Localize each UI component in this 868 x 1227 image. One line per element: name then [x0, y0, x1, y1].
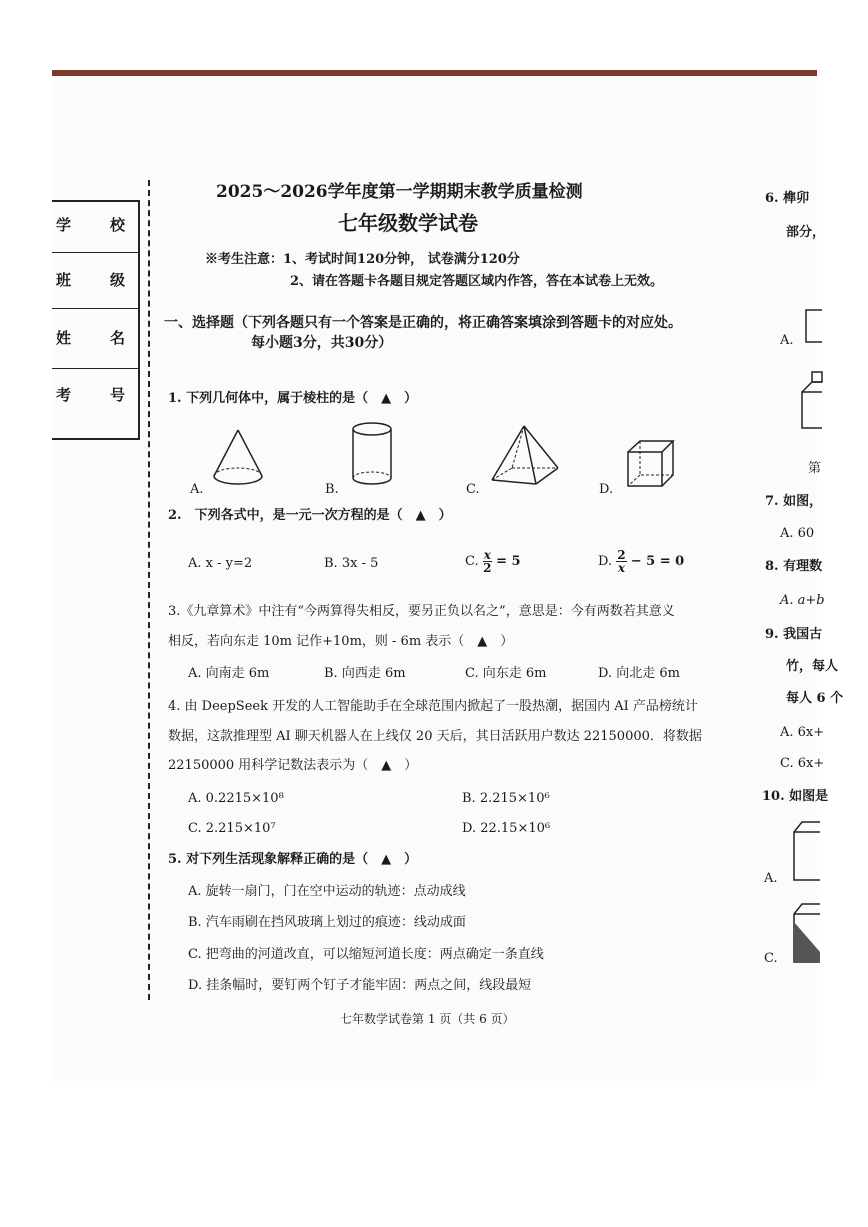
cube-figure: [624, 438, 676, 490]
notice-line-1: ※考生注意：1、考试时间120分钟， 试卷满分120分: [205, 252, 520, 267]
q5-option-b: B. 汽车雨刷在挡风玻璃上划过的痕迹：线动成面: [188, 915, 466, 930]
q8-option-a: A. a+b: [780, 593, 825, 608]
question-3-stem-line1: 3.《九章算术》中注有“今两算得失相反，要另正负以名之”，意思是：今有两数若其意义: [168, 604, 675, 619]
section-heading-points: 每小题3分，共30分）: [251, 335, 393, 351]
q2-option-c-label: C.: [465, 554, 479, 569]
q9-stem-fragment: 9. 我国古: [765, 627, 823, 642]
question-4-stem-line3: 22150000 用科学记数法表示为（ ▲ ）: [168, 758, 418, 773]
q3-option-c: C. 向东走 6m: [465, 666, 547, 681]
q2-option-b: B. 3x - 5: [324, 556, 379, 571]
question-3-stem-line2: 相反，若向东走 10m 记作+10m，则 - 6m 表示（ ▲ ）: [168, 634, 514, 649]
next-page-column: [762, 180, 844, 1000]
q5-option-d: D. 挂条幅时，要钉两个钉子才能牢固：两点之间，线段最短: [188, 978, 532, 993]
q6-stem-fragment: 6. 榫卯: [765, 191, 810, 206]
class-label: 班 级: [56, 271, 138, 289]
q6-figure-caption: 第: [808, 461, 822, 476]
q2-d-denominator: x: [617, 561, 625, 575]
q6-figure: [800, 370, 822, 434]
q2-option-d-rest: − 5 = 0: [630, 554, 685, 569]
name-label: 姓 名: [56, 329, 138, 347]
q4-option-c: C. 2.215×10⁷: [188, 821, 276, 836]
q2-option-d-label: D.: [598, 554, 613, 569]
exam-title: 2025～2026学年度第一学期期末教学质量检测: [216, 182, 583, 202]
school-label: 学 校: [56, 216, 138, 234]
q10-figure-a: [792, 820, 820, 884]
question-5-stem: 5. 对下列生活现象解释正确的是（ ▲ ）: [168, 852, 418, 867]
pyramid-figure: [488, 424, 562, 488]
notice-line-2: 2、请在答题卡各题目规定答题区域内作答，答在本试卷上无效。: [290, 274, 664, 289]
q6-stem-fragment-2: 部分，: [786, 225, 826, 240]
q10-option-c: C.: [764, 951, 778, 966]
q8-stem-fragment: 8. 有理数: [765, 559, 823, 574]
student-info-box: [52, 200, 140, 440]
q1-option-b: B.: [325, 482, 339, 497]
q4-option-d: D. 22.15×10⁶: [462, 821, 551, 836]
q2-c-numerator: x: [483, 548, 491, 562]
page-footer: 七年数学试卷第 1 页（共 6 页）: [340, 1012, 515, 1026]
q4-option-b: B. 2.215×10⁶: [462, 791, 550, 806]
cone-figure: [210, 428, 266, 488]
q2-option-c-fraction: [483, 549, 492, 574]
q3-option-b: B. 向西走 6m: [324, 666, 406, 681]
q10-option-a: A.: [764, 871, 778, 886]
question-4-stem-line2: 数据，这款推理型 AI 聊天机器人在上线仅 20 天后，其日活跃用户数达 22150000．将数据: [168, 729, 702, 744]
q9-stem-line3: 每人 6 个: [786, 691, 844, 706]
question-1-stem: 1. 下列几何体中，属于棱柱的是（ ▲ ）: [168, 391, 418, 406]
q4-option-a: A. 0.2215×10⁸: [188, 791, 284, 806]
q6-option-a: A.: [780, 333, 794, 348]
section-heading: 一、选择题（下列各题只有一个答案是正确的，将正确答案填涂到答题卡的对应处。: [164, 315, 682, 331]
q7-stem-fragment: 7. 如图，: [765, 494, 823, 509]
q2-d-numerator: 2: [617, 548, 626, 562]
q3-option-d: D. 向北走 6m: [598, 666, 680, 681]
q7-option-a: A. 60: [780, 526, 815, 541]
question-4-stem-line1: 4. 由 DeepSeek 开发的人工智能助手在全球范围内掀起了一股热潮，据国内 AI 产品榜统计: [168, 699, 698, 714]
q2-option-c-rest: = 5: [496, 554, 521, 569]
q2-c-denominator: 2: [483, 561, 492, 575]
q5-option-a: A. 旋转一扇门，门在空中运动的轨迹：点动成线: [188, 884, 466, 899]
question-2-stem: 2. 下列各式中，是一元一次方程的是（ ▲ ）: [168, 508, 452, 523]
q6-figure-a: [802, 308, 822, 344]
binding-cut-line: [148, 180, 150, 1000]
cylinder-figure: [348, 420, 396, 490]
q1-option-a: A.: [190, 482, 204, 497]
q2-option-c: [465, 548, 521, 576]
q9-option-c: C. 6x+: [780, 756, 825, 771]
q10-figure-c: [792, 902, 820, 966]
q2-option-a: A. x - y=2: [188, 556, 253, 571]
exam-subtitle: 七年级数学试卷: [338, 211, 478, 235]
exam-number-label: 考 号: [56, 386, 138, 404]
q5-option-c: C. 把弯曲的河道改直，可以缩短河道长度：两点确定一条直线: [188, 947, 544, 962]
q1-option-d: D.: [599, 482, 614, 497]
q1-option-c: C.: [466, 482, 480, 497]
q2-option-d: [598, 548, 684, 576]
q3-option-a: A. 向南走 6m: [188, 666, 270, 681]
q10-stem-fragment: 10. 如图是: [762, 789, 829, 804]
q2-option-d-fraction: [616, 549, 626, 574]
q9-stem-line2: 竹，每人: [786, 659, 839, 674]
q9-option-a: A. 6x+: [780, 725, 825, 740]
